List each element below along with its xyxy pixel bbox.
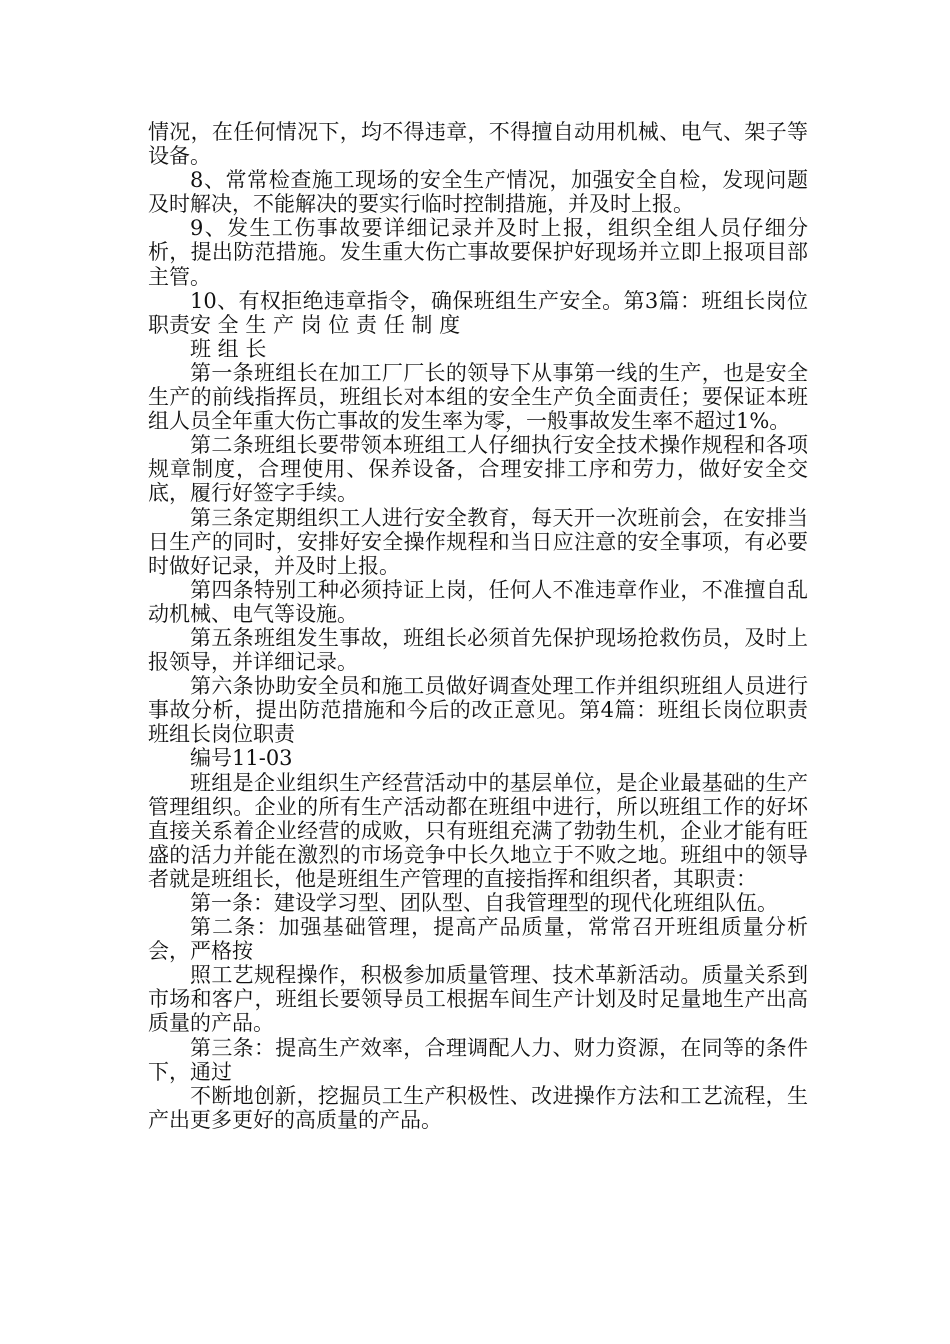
paragraph: 9、发生工伤事故要详细记录并及时上报，组织全组人员仔细分析，提出防范措施。发生重大伤亡事故要保护好现场并立即上报项目部主管。 [148,216,808,289]
document-number: 编号11-03 [190,746,293,771]
paragraph: 第一条：建设学习型、团队型、自我管理型的现代化班组队伍。 [190,891,778,915]
paragraph: 不断地创新，挖掘员工生产积极性、改进操作方法和工艺流程，生产出更多更好的高质量的产品。 [148,1083,808,1132]
paragraph: 8、常常检查施工现场的安全生产情况，加强安全自检，发现问题及时解决，不能解决的要实行临时控制措施，并及时上报。 [148,168,808,217]
document-body [148,120,808,1132]
paragraph: 第二条：加强基础管理，提高产品质量，常常召开班组质量分析会，严格按 [148,915,808,964]
paragraph: 第三条定期组织工人进行安全教育，每天开一次班前会，在安排当日生产的同时，安排好安全操作规程和当日应注意的安全事项，有必要时做好记录，并及时上报。 [148,505,808,578]
paragraph: 第六条协助安全员和施工员做好调查处理工作并组织班组人员进行事故分析，提出防范措施和今后的改正意见。第4篇：班组长岗位职责班组长岗位职责 [148,674,808,747]
paragraph: 第四条特别工种必须持证上岗，任何人不准违章作业，不准擅自乱动机械、电气等设施。 [148,577,808,626]
paragraph: 第二条班组长要带领本班组工人仔细执行安全技术操作规程和各项规章制度，合理使用、保养设备，合理安排工序和劳力，做好安全交底，履行好签字手续。 [148,433,808,506]
paragraph: 第五条班组发生事故，班组长必须首先保护现场抢救伤员，及时上报领导，并详细记录。 [148,625,808,675]
paragraph: 第一条班组长在加工厂厂长的领导下从事第一线的生产，也是安全生产的前线指挥员，班组长对本组的安全生产负全面责任；要保证本班组人员全年重大伤亡事故的发生率为零，一般事故发生率不超过1%。 [148,360,808,434]
paragraph: 照工艺规程操作，积极参加质量管理、技术革新活动。质量关系到市场和客户，班组长要领导员工根据车间生产计划及时足量地生产出高质量的产品。 [148,963,808,1036]
paragraph: 第三条：提高生产效率，合理调配人力、财力资源，在同等的条件下，通过 [148,1035,808,1084]
paragraph: 10、有权拒绝违章指令，确保班组生产安全。第3篇：班组长岗位职责安 全 生 产 岗 位 责 任 制 度 [148,288,808,337]
section-heading: 班 组 长 [190,336,267,361]
paragraph: 班组是企业组织生产经营活动中的基层单位，是企业最基础的生产管理组织。企业的所有生产活动都在班组中进行，所以班组工作的好坏直接关系着企业经营的成败，只有班组充满了勃勃生机，企业才能有旺盛的活力并能在激烈的市场竞争中长久地立于不败之地。班组中的领导者就是班组长，他是班组生产管理的直接指挥和组织者，其职责： [148,770,808,891]
paragraph: 情况，在任何情况下，均不得违章，不得擅自动用机械、电气、架子等设备。 [148,120,808,169]
